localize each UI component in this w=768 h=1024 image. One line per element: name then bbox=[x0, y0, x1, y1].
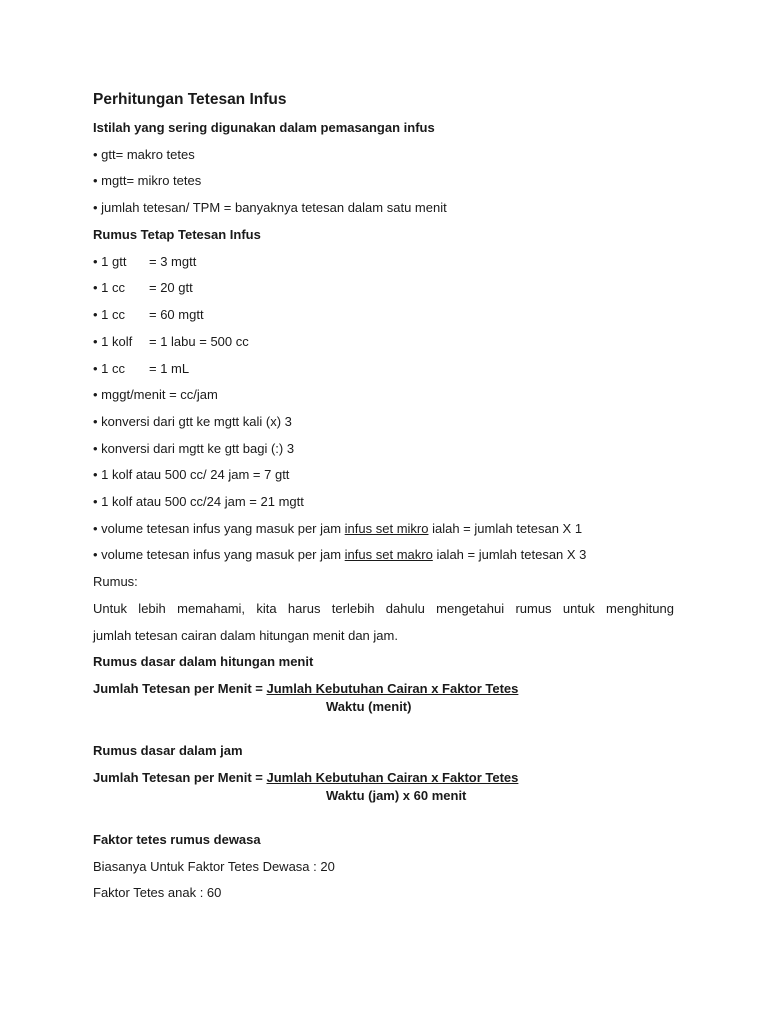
list-item bbox=[93, 361, 189, 377]
page-title: Perhitungan Tetesan Infus bbox=[93, 91, 287, 108]
formula-denominator: Waktu (jam) x 60 menit bbox=[326, 788, 467, 803]
list-item: • jumlah tetesan/ TPM = banyaknya tetesan dalam satu menit bbox=[93, 200, 447, 215]
section-heading-istilah: Istilah yang sering digunakan dalam pemasangan infus bbox=[93, 120, 435, 135]
formula-lhs: Jumlah Tetesan per Menit = bbox=[93, 681, 267, 696]
underlined-term: infus set makro bbox=[344, 547, 433, 562]
faktor-anak-line: Faktor Tetes anak : 60 bbox=[93, 885, 222, 900]
section-heading-rumus-tetap: Rumus Tetap Tetesan Infus bbox=[93, 227, 261, 242]
pair-left: • 1 cc bbox=[93, 280, 126, 295]
formula-denominator: Waktu (menit) bbox=[326, 699, 412, 714]
section-heading-menit: Rumus dasar dalam hitungan menit bbox=[93, 654, 314, 669]
list-item: • 1 kolf atau 500 cc/ 24 jam = 7 gtt bbox=[93, 467, 290, 482]
text-prefix: • volume tetesan infus yang masuk per jam bbox=[93, 547, 345, 562]
formula-lhs: Jumlah Tetesan per Menit = bbox=[93, 770, 267, 785]
list-item bbox=[93, 280, 193, 296]
pair-left: • 1 kolf bbox=[93, 334, 133, 349]
list-item bbox=[93, 334, 249, 350]
section-heading-faktor: Faktor tetes rumus dewasa bbox=[93, 832, 261, 847]
section-heading-jam: Rumus dasar dalam jam bbox=[93, 743, 243, 758]
list-item: • konversi dari mgtt ke gtt bagi (:) 3 bbox=[93, 441, 295, 456]
list-item-volume-makro bbox=[93, 547, 586, 563]
formula-menit bbox=[93, 681, 518, 697]
pair-right: = 3 mgtt bbox=[149, 254, 197, 269]
text-prefix: • volume tetesan infus yang masuk per jam bbox=[93, 521, 345, 536]
paragraph-line: Untuk lebih memahami, kita harus terlebih dahulu mengetahui rumus untuk menghitung bbox=[93, 601, 674, 616]
pair-right: = 60 mgtt bbox=[149, 307, 204, 322]
list-item: • gtt= makro tetes bbox=[93, 147, 195, 162]
pair-left: • 1 gtt bbox=[93, 254, 127, 269]
formula-numerator: Jumlah Kebutuhan Cairan x Faktor Tetes bbox=[266, 770, 519, 785]
list-item: • mgtt= mikro tetes bbox=[93, 173, 202, 188]
underlined-term: infus set mikro bbox=[344, 521, 429, 536]
formula-numerator: Jumlah Kebutuhan Cairan x Faktor Tetes bbox=[266, 681, 519, 696]
list-item bbox=[93, 254, 196, 270]
pair-right: = 20 gtt bbox=[149, 280, 193, 295]
list-item-volume-mikro bbox=[93, 521, 582, 537]
text-suffix: ialah = jumlah tetesan X 3 bbox=[432, 547, 587, 562]
faktor-dewasa-line: Biasanya Untuk Faktor Tetes Dewasa : 20 bbox=[93, 859, 335, 874]
pair-left: • 1 cc bbox=[93, 307, 126, 322]
list-item: • 1 kolf atau 500 cc/24 jam = 21 mgtt bbox=[93, 494, 304, 509]
pair-left: • 1 cc bbox=[93, 361, 126, 376]
rumus-label: Rumus: bbox=[93, 574, 138, 589]
list-item bbox=[93, 307, 204, 323]
formula-jam bbox=[93, 770, 518, 786]
pair-right: = 1 labu = 500 cc bbox=[149, 334, 249, 349]
list-item: • mggt/menit = cc/jam bbox=[93, 387, 218, 402]
pair-right: = 1 mL bbox=[149, 361, 190, 376]
text-suffix: ialah = jumlah tetesan X 1 bbox=[428, 521, 583, 536]
list-item: • konversi dari gtt ke mgtt kali (x) 3 bbox=[93, 414, 292, 429]
paragraph-line: jumlah tetesan cairan dalam hitungan menit dan jam. bbox=[93, 628, 398, 643]
